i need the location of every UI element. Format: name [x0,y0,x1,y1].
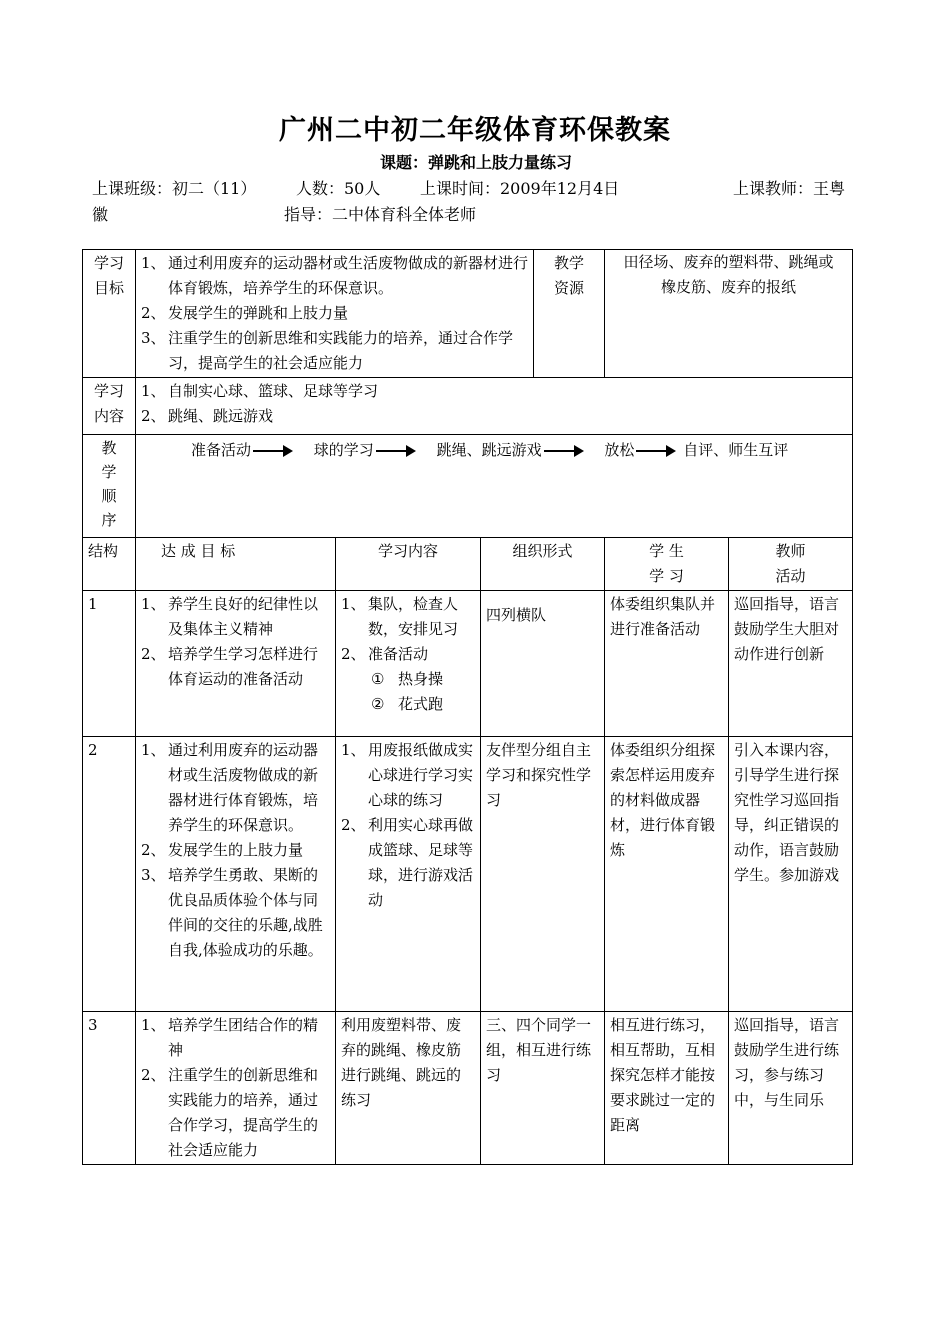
row-goals [136,737,336,1012]
content-list [141,379,847,429]
table-row [83,591,853,737]
list-item: 1、 养学生良好的纪律性以及集体主义精神 [141,595,319,638]
row-goals [136,591,336,737]
goals-row [83,250,853,378]
sequence-step: 自评、师生互评 [683,441,789,459]
row-form: 友伴型分组自主学习和探究性学习 [481,737,605,1012]
row-structure: 2 [83,737,136,1012]
list-item: 2、 培养学生学习怎样进行体育运动的准备活动 [141,645,319,688]
row-goals [136,1012,336,1165]
row-form: 四列横队 [481,591,605,737]
sequence-cell [136,435,853,538]
class-info: 上课班级：初二（11） [92,179,257,198]
content-label: 学习 内容 [83,378,136,435]
header-structure: 结构 [83,538,136,591]
table-row [83,737,853,1012]
row-structure: 3 [83,1012,136,1165]
header-form: 组织形式 [481,538,605,591]
list-item: 1、 自制实心球、篮球、足球等学习 [141,382,379,400]
list-item: 1、 用废报纸做成实心球进行学习实心球的练习 [341,741,474,809]
row-student: 相互进行练习，相互帮助，互相探究怎样才能按要求跳过一定的距离 [605,1012,729,1165]
row-student: 体委组织分组探索怎样运用废弃的材料做成器材，进行体育锻炼 [605,737,729,1012]
list-item: 1、 集队，检查人数，安排见习 [341,595,459,638]
list-item: 3、 培养学生勇敢、果断的优良品质体验个体与同伴间的交往的乐趣,战胜自我,体验成功的乐趣。 [141,866,323,959]
goals-list [141,251,528,376]
row-teacher: 巡回指导，语言鼓励学生大胆对动作进行创新 [729,591,853,737]
header-goal: 达 成 目 标 [136,538,336,591]
sequence-label: 教 学 顺 序 [83,435,136,538]
goals-label: 学习 目标 [83,250,136,378]
row-content [336,737,481,1012]
list-item: 1、 培养学生团结合作的精神 [141,1016,319,1059]
row-form: 三、四个同学一组，相互进行练习 [481,1012,605,1165]
header-content: 学习内容 [336,538,481,591]
list-item: 2、 注重学生的创新思维和实践能力的培养，通过合作学习，提高学生的社会适应能力 [141,1066,319,1159]
row-content [336,591,481,737]
sequence-step: 球的学习 [313,441,374,459]
sequence-flow [141,436,847,463]
row-content: 利用废塑料带、废弃的跳绳、橡皮筋进行跳绳、跳远的练习 [336,1012,481,1165]
guidance-info: 指导：二中体育科全体老师 [284,205,477,224]
arrow-right-icon [636,445,676,457]
content-cell [136,378,853,435]
resources-text: 田径场、废弃的塑料带、跳绳或橡皮筋、废弃的报纸 [605,250,853,378]
row-student: 体委组织集队并进行准备活动 [605,591,729,737]
lesson-time: 上课时间：2009年12月4日 [420,179,620,198]
list-item: ① 热身操 [371,670,444,688]
content-row [83,378,853,435]
list-item: 1、 通过利用废弃的运动器材或生活废物做成的新器材进行体育锻炼，培养学生的环保意识。 [141,741,319,834]
header-teacher: 教师 活动 [729,538,853,591]
list-item: 3、 注重学生的创新思维和实践能力的培养，通过合作学习，提高学生的社会适应能力 [141,329,514,372]
list-item: 1、 通过利用废弃的运动器材或生活废物做成的新器材进行体育锻炼，培养学生的环保意识。 [141,254,529,297]
header-row [83,538,853,591]
lesson-plan-table [82,249,853,1165]
arrow-right-icon [376,445,416,457]
sequence-step: 跳绳、跳远游戏 [436,441,542,459]
teacher-name-continued: 徽 [92,205,109,224]
header-student: 学 生 学 习 [605,538,729,591]
lesson-topic: 课题：弹跳和上肢力量练习 [380,153,573,172]
row-teacher: 巡回指导，语言鼓励学生进行练习，参与练习中，与生同乐 [729,1012,853,1165]
goals-cell [136,250,534,378]
arrow-right-icon [253,445,293,457]
page-title: 广州二中初二年级体育环保教案 [279,115,671,146]
list-item: 2、 发展学生的弹跳和上肢力量 [141,304,349,322]
sequence-step: 放松 [604,441,635,459]
teacher-name: 上课教师：王粤 [733,179,846,198]
table-row [83,1012,853,1165]
list-item: 2、 准备活动 [341,645,429,663]
sequence-row [83,435,853,538]
student-count: 人数：50人 [296,179,381,198]
row-teacher: 引入本课内容，引导学生进行探究性学习巡回指导，纠正错误的动作，语言鼓励学生。参加游戏 [729,737,853,1012]
list-item: 2、 利用实心球再做成篮球、足球等球，进行游戏活动 [341,816,474,909]
list-item: 2、 跳绳、跳远游戏 [141,407,274,425]
resources-label: 教学 资源 [534,250,605,378]
list-item: 2、 发展学生的上肢力量 [141,841,304,859]
sequence-step: 准备活动 [191,441,252,459]
list-item: ② 花式跑 [371,695,444,713]
arrow-right-icon [544,445,584,457]
row-structure: 1 [83,591,136,737]
